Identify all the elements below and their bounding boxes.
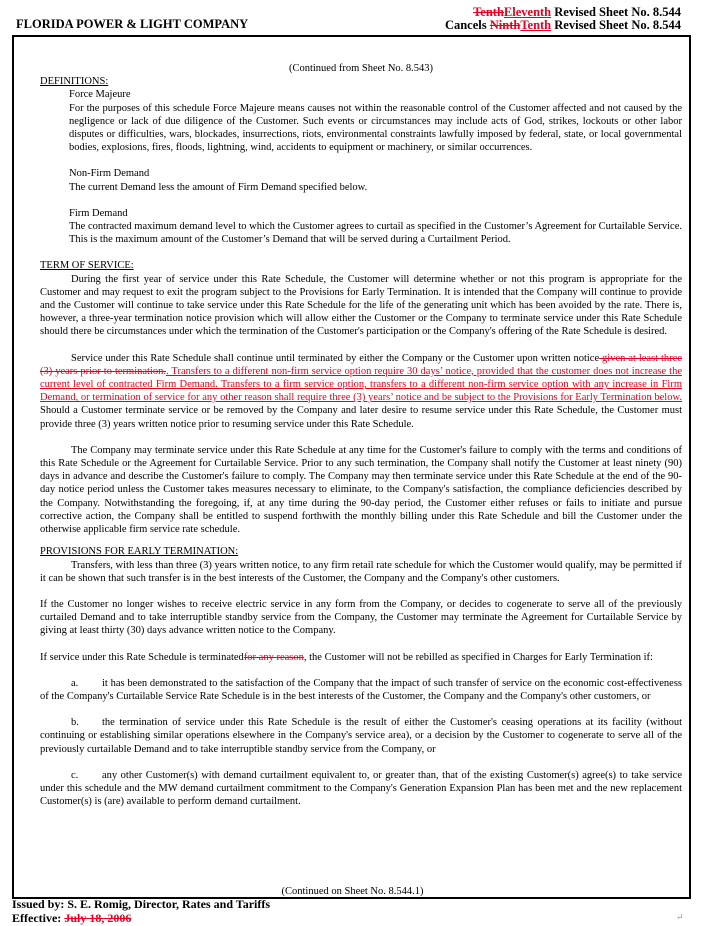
definitions-heading: DEFINITIONS: (40, 76, 109, 88)
term-paragraph-2: Service under this Rate Schedule shall continue until terminated by either the Company or the Customer upon written notice given at least three (3) years prior to termination.. Transfers to a different non-firm service option require 30 days’ notice, provided that the customer does not increase the current level of contracted Firm Demand. Transfers to a firm service option, transfers to a different non-firm service option with any increase in Firm Demand, or termination of service for any other reason shall require three (3) years’ notice and be subject to the Provisions for Early Termination below. Should a Customer terminate service or be removed by the Company and later desire to resume service under this Rate Schedule, the Customer must provide three (3) years written notice prior to resuming service under this Rate Schedule. (40, 352, 682, 430)
issued-by: Issued by: S. E. Romig, Director, Rates and Tariffs (12, 897, 271, 911)
cancels-suffix: Revised Sheet No. 8.544 (551, 18, 681, 32)
deleted-date: July 18, 2006 (64, 911, 132, 925)
company-name: FLORIDA POWER & LIGHT COMPANY (16, 17, 249, 31)
continued-on: (Continued on Sheet No. 8.544.1) (281, 886, 424, 897)
firm-title: Firm Demand (69, 207, 128, 219)
cancels-sheet-number (445, 18, 681, 32)
inserted-text: . Transfers to a different non-firm service option require 30 days’ notice, provided that the customer does not increase the current level of contracted Firm Demand. Transfers to a firm service option, transfers to a different non-firm service option with any increase in Firm Demand, or termination of service for any other reason shall require three (3) years’ notice and be subject to the Provisions for Early Termination below. (40, 365, 682, 404)
cancels-prefix: Cancels (444, 18, 490, 32)
early-paragraph-1: Transfers, with less than three (3) years written notice, to any firm retail rate schedule for which the Customer would qualify, may be permitted if it can be shown that such transfer is in the best interests of the Customer, the Company and the Company's other customers. (40, 559, 682, 584)
tariff-body (40, 62, 682, 808)
firm-text: The contracted maximum demand level to which the Customer agrees to curtail as specified in the Customer’s Agreement for Curtailable Service. This is the maximum amount of the Customer’s Demand that will be served during a Curtailment Period. (69, 221, 682, 246)
non-firm-text: The current Demand less the amount of Firm Demand specified below. (69, 181, 368, 193)
sheet-old-ordinal: Tenth (473, 5, 504, 19)
sheet-suffix: Revised Sheet No. 8.544 (551, 5, 681, 19)
force-majeure-text: For the purposes of this schedule Force Majeure means causes not within the reasonable control of the Customer affected and not caused by the negligence or lack of due diligence of the Customer. Such events or circumstances may include acts of God, strikes, lockouts or other labor disputes or difficulties, wars, blockades, insurrections, riots, environmental constraints lawfully imposed by federal, state, or local governmental bodies, explosions, fires, floods, lightning, wind, accidents to equipment or machinery, or similar occurrences. (69, 102, 682, 154)
early-paragraph-2: If the Customer no longer wishes to receive electric service in any form from the Company, or decides to cogenerate to serve all of the previously curtailed Demand and to take interruptible standby service from the Company, the Customer may terminate the Agreement for Curtailable Service by giving at least thirty (30) days advance written notice to the Company. (40, 598, 682, 637)
term-heading: TERM OF SERVICE: (40, 260, 134, 272)
revised-sheet-number (473, 5, 681, 19)
early-termination-heading: PROVISIONS FOR EARLY TERMINATION: (40, 546, 239, 558)
deleted-text: given at least three (3) years prior to termination. (40, 352, 682, 377)
term-paragraph-1: During the first year of service under this Rate Schedule, the Customer will determine whether or not this program is appropriate for the Customer and may request to exit the program subject to the Provisions for Early Termination. It is intended that the Company will continue to provide and the Customer will continue to take service under this Rate Schedule for the life of the generating unit which has been avoided by the rate. There is, however, a three-year termination notice provision which will allow either the Customer or the Company to terminate service under this Rate Schedule should there be circumstances under which the termination of the Customer's participation or the Company's offering of the Rate Schedule is desired. (40, 273, 682, 338)
list-item: a. it has been demonstrated to the satisfaction of the Company that the impact of such transfer of service on the economic cost-effectiveness of the Company's Curtailable Service Rate Schedule is in the best interests of the Customer, the Company and the Company's other customers, or (40, 677, 682, 702)
cancels-new-ordinal: Tenth (520, 18, 552, 32)
deleted-text: for any reason (243, 651, 304, 663)
continued-from: (Continued from Sheet No. 8.543) (288, 63, 434, 74)
list-item: b. the termination of service under this Rate Schedule is the result of either the Customer's ceasing operations at its facility (without continuing or establishing similar operations elsewhere in the Company's service area), or a decision by the Customer to cogenerate to serve all of the previously curtailable Demand and to take interruptible standby service from the Company, or (40, 717, 682, 755)
early-paragraph-3: If service under this Rate Schedule is terminatedfor any reason, the Customer will not be rebilled as specified in Charges for Early Termination if: (40, 651, 653, 663)
effective-date: Effective: July 18, 2006 (12, 911, 132, 925)
list-item: c. any other Customer(s) with demand curtailment equivalent to, or greater than, that of the existing Customer(s) agree(s) to take service under this schedule and the MW demand curtailment commitment to the Company's Generation Expansion Plan has been met and the new replacement Customer(s) is (are) available to perform demand curtailment. (40, 769, 682, 808)
cancels-old-ordinal: Ninth (489, 18, 521, 32)
sheet-new-ordinal: Eleventh (503, 5, 552, 19)
term-paragraph-3: The Company may terminate service under this Rate Schedule at any time for the Customer's failure to comply with the terms and conditions of this Rate Schedule or the Agreement for Curtailable Service. Prior to any such termination, the Company shall notify the Customer at least ninety (90) days in advance and describe the Customer's failure to comply. The Company may then terminate service under this Rate Schedule at the end of the 90-day notice period unless the Customer takes measures necessary to eliminate, to the Company's satisfaction, the compliance deficiencies described by the Company. Notwithstanding the foregoing, if, at any time during the 90-day period, the Customer either refuses or fails to initiate and pursue corrective action, the Company shall be entitled to suspend forthwith the monthly billing under this Rate Schedule and bill the Customer under the otherwise applicable firm service rate schedule. (40, 444, 682, 536)
paragraph-mark-icon: ↵ (676, 912, 684, 922)
force-majeure-title: Force Majeure (69, 89, 131, 101)
non-firm-title: Non-Firm Demand (69, 168, 150, 180)
